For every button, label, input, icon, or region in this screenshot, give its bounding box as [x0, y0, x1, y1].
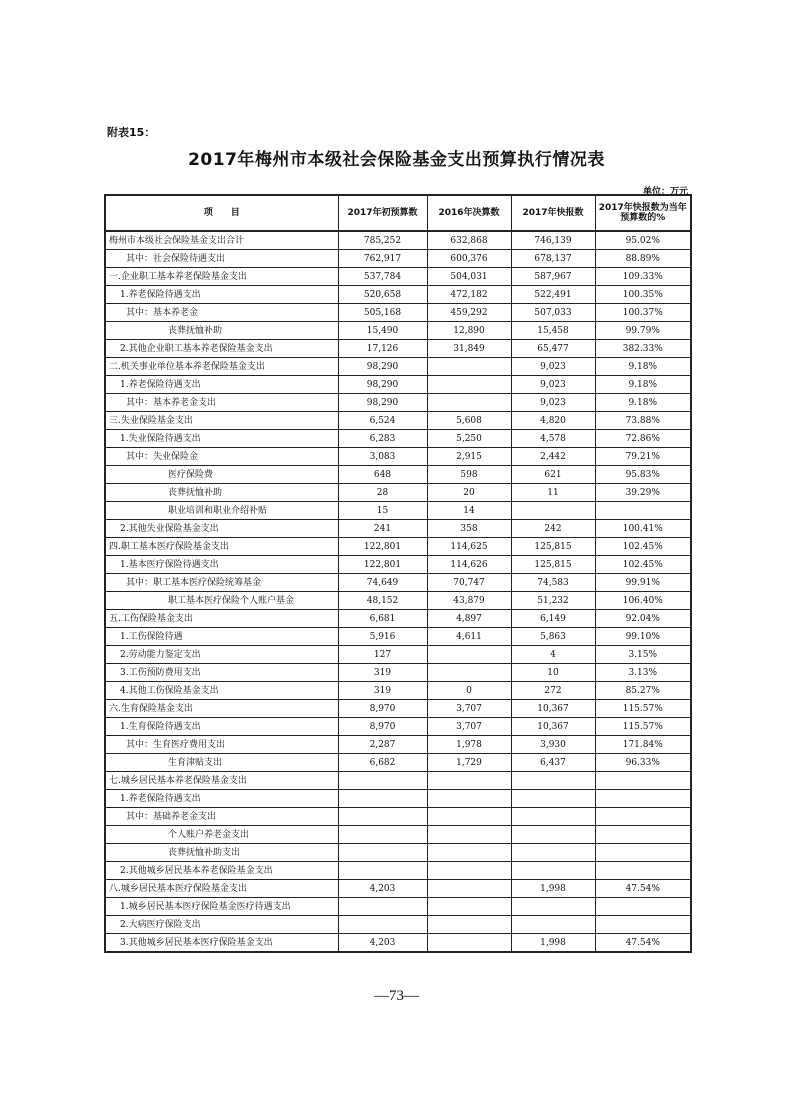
- cell-2017-budget: 98,290: [338, 394, 427, 412]
- table-header: [105, 195, 691, 231]
- cell-2016-final: [427, 664, 511, 682]
- cell-2016-final: 114,626: [427, 556, 511, 574]
- cell-ratio: 79.21%: [595, 448, 691, 466]
- row-label: 医疗保险费: [105, 466, 338, 484]
- cell-ratio: 47.54%: [595, 934, 691, 953]
- cell-2016-final: 20: [427, 484, 511, 502]
- cell-2017-flash: 242: [511, 520, 595, 538]
- row-label: 1.城乡居民基本医疗保险基金医疗待遇支出: [105, 898, 338, 916]
- table-row: [105, 682, 691, 700]
- cell-2017-budget: 6,524: [338, 412, 427, 430]
- cell-2017-flash: 507,033: [511, 304, 595, 322]
- cell-2016-final: 459,292: [427, 304, 511, 322]
- table-row: [105, 862, 691, 880]
- cell-2017-budget: 4,203: [338, 934, 427, 953]
- table-row: [105, 934, 691, 953]
- cell-2016-final: [427, 898, 511, 916]
- row-label: 职业培训和职业介绍补贴: [105, 502, 338, 520]
- row-label: 其中：生育医疗费用支出: [105, 736, 338, 754]
- cell-ratio: 47.54%: [595, 880, 691, 898]
- page-title: 2017年梅州市本级社会保险基金支出预算执行情况表: [188, 150, 605, 170]
- cell-ratio: 102.45%: [595, 556, 691, 574]
- cell-2017-budget: [338, 844, 427, 862]
- table-row: [105, 736, 691, 754]
- cell-2016-final: 1,729: [427, 754, 511, 772]
- cell-2017-flash: 6,437: [511, 754, 595, 772]
- table-row: [105, 466, 691, 484]
- cell-2017-budget: 15,490: [338, 322, 427, 340]
- cell-ratio: 99.10%: [595, 628, 691, 646]
- cell-2017-flash: 74,583: [511, 574, 595, 592]
- table-row: [105, 574, 691, 592]
- row-label: 2.大病医疗保险支出: [105, 916, 338, 934]
- header-2016-final: 2016年决算数: [427, 195, 511, 231]
- cell-2016-final: [427, 790, 511, 808]
- table-row: [105, 268, 691, 286]
- cell-2016-final: [427, 880, 511, 898]
- header-2017-budget: 2017年初预算数: [338, 195, 427, 231]
- cell-2017-flash: 125,815: [511, 538, 595, 556]
- cell-2016-final: 5,250: [427, 430, 511, 448]
- cell-ratio: 96.33%: [595, 754, 691, 772]
- cell-2017-budget: [338, 790, 427, 808]
- cell-2016-final: 70,747: [427, 574, 511, 592]
- row-label: 六.生育保险基金支出: [105, 700, 338, 718]
- cell-ratio: 88.89%: [595, 250, 691, 268]
- cell-2016-final: 0: [427, 682, 511, 700]
- cell-2016-final: 2,915: [427, 448, 511, 466]
- table-row: [105, 538, 691, 556]
- cell-ratio: 99.79%: [595, 322, 691, 340]
- table-row: [105, 520, 691, 538]
- cell-2017-flash: 9,023: [511, 394, 595, 412]
- row-label: 2.其他城乡居民基本养老保险基金支出: [105, 862, 338, 880]
- header-item: 项 目: [105, 195, 338, 231]
- cell-2017-flash: 51,232: [511, 592, 595, 610]
- cell-2016-final: 3,707: [427, 718, 511, 736]
- cell-2017-flash: 746,139: [511, 231, 595, 250]
- cell-ratio: 99.91%: [595, 574, 691, 592]
- cell-2017-budget: 15: [338, 502, 427, 520]
- cell-2017-flash: 125,815: [511, 556, 595, 574]
- cell-2017-budget: 537,784: [338, 268, 427, 286]
- cell-2017-flash: 10: [511, 664, 595, 682]
- cell-ratio: 171.84%: [595, 736, 691, 754]
- cell-ratio: [595, 844, 691, 862]
- cell-2017-budget: [338, 898, 427, 916]
- row-label: 4.其他工伤保险基金支出: [105, 682, 338, 700]
- cell-2017-budget: 127: [338, 646, 427, 664]
- table-row: [105, 430, 691, 448]
- cell-2017-flash: 1,998: [511, 880, 595, 898]
- cell-2016-final: 504,031: [427, 268, 511, 286]
- table-row: [105, 340, 691, 358]
- cell-ratio: 115.57%: [595, 700, 691, 718]
- cell-2017-flash: 272: [511, 682, 595, 700]
- cell-2017-budget: 98,290: [338, 358, 427, 376]
- table-row: [105, 592, 691, 610]
- cell-2017-flash: 2,442: [511, 448, 595, 466]
- row-label: 其中：基本养老金支出: [105, 394, 338, 412]
- table-row: [105, 610, 691, 628]
- cell-2017-budget: 48,152: [338, 592, 427, 610]
- cell-2017-flash: [511, 916, 595, 934]
- cell-2017-flash: [511, 808, 595, 826]
- table-row: [105, 916, 691, 934]
- row-label: 2.劳动能力鉴定支出: [105, 646, 338, 664]
- row-label: 1.养老保险待遇支出: [105, 790, 338, 808]
- table-row: [105, 412, 691, 430]
- row-label: 3.其他城乡居民基本医疗保险基金支出: [105, 934, 338, 953]
- table-row: [105, 322, 691, 340]
- cell-2017-flash: [511, 502, 595, 520]
- cell-2017-budget: 785,252: [338, 231, 427, 250]
- row-label: 五.工伤保险基金支出: [105, 610, 338, 628]
- row-label: 1.养老保险待遇支出: [105, 376, 338, 394]
- row-label: 2.其他失业保险基金支出: [105, 520, 338, 538]
- table-row: [105, 394, 691, 412]
- table-row: [105, 646, 691, 664]
- table-row: [105, 718, 691, 736]
- row-label: 丧葬抚恤补助支出: [105, 844, 338, 862]
- cell-2017-budget: 28: [338, 484, 427, 502]
- cell-2016-final: 4,897: [427, 610, 511, 628]
- table-row: [105, 844, 691, 862]
- cell-2016-final: 358: [427, 520, 511, 538]
- cell-2017-budget: [338, 808, 427, 826]
- cell-2016-final: 43,879: [427, 592, 511, 610]
- cell-2017-budget: 319: [338, 664, 427, 682]
- row-label: 一.企业职工基本养老保险基金支出: [105, 268, 338, 286]
- cell-2016-final: [427, 772, 511, 790]
- cell-2017-flash: 4,820: [511, 412, 595, 430]
- cell-2016-final: [427, 394, 511, 412]
- cell-ratio: 106.40%: [595, 592, 691, 610]
- cell-2016-final: 3,707: [427, 700, 511, 718]
- cell-ratio: 9.18%: [595, 376, 691, 394]
- row-label: 其中：职工基本医疗保险统筹基金: [105, 574, 338, 592]
- cell-2017-budget: 5,916: [338, 628, 427, 646]
- row-label: 丧葬抚恤补助: [105, 322, 338, 340]
- row-label: 二.机关事业单位基本养老保险基金支出: [105, 358, 338, 376]
- cell-2017-budget: 8,970: [338, 700, 427, 718]
- appendix-label: 附表15：: [107, 126, 156, 139]
- cell-2017-budget: [338, 916, 427, 934]
- cell-2017-budget: 762,917: [338, 250, 427, 268]
- row-label: 七.城乡居民基本养老保险基金支出: [105, 772, 338, 790]
- cell-2017-flash: 4,578: [511, 430, 595, 448]
- row-label: 1.生育保险待遇支出: [105, 718, 338, 736]
- cell-2017-budget: 122,801: [338, 538, 427, 556]
- table-row: [105, 898, 691, 916]
- cell-ratio: 39.29%: [595, 484, 691, 502]
- page-number: —73—: [374, 988, 419, 1004]
- cell-2017-budget: [338, 862, 427, 880]
- cell-2017-budget: 6,283: [338, 430, 427, 448]
- cell-2017-flash: 587,967: [511, 268, 595, 286]
- cell-ratio: 3.15%: [595, 646, 691, 664]
- table-row: [105, 231, 691, 250]
- cell-2017-flash: 6,149: [511, 610, 595, 628]
- table-row: [105, 664, 691, 682]
- row-label: 其中：基本养老金: [105, 304, 338, 322]
- row-label: 丧葬抚恤补助: [105, 484, 338, 502]
- cell-ratio: [595, 898, 691, 916]
- row-label: 2.其他企业职工基本养老保险基金支出: [105, 340, 338, 358]
- cell-2017-budget: 648: [338, 466, 427, 484]
- cell-2016-final: [427, 808, 511, 826]
- cell-ratio: [595, 916, 691, 934]
- cell-2017-flash: 10,367: [511, 718, 595, 736]
- row-label: 1.基本医疗保险待遇支出: [105, 556, 338, 574]
- cell-2016-final: 12,890: [427, 322, 511, 340]
- table-body: [105, 231, 691, 952]
- row-label: 1.养老保险待遇支出: [105, 286, 338, 304]
- cell-2016-final: [427, 844, 511, 862]
- table-row: [105, 502, 691, 520]
- cell-2016-final: 4,611: [427, 628, 511, 646]
- cell-2016-final: 14: [427, 502, 511, 520]
- cell-ratio: 382.33%: [595, 340, 691, 358]
- cell-2017-budget: 520,658: [338, 286, 427, 304]
- cell-2016-final: 632,868: [427, 231, 511, 250]
- row-label: 八.城乡居民基本医疗保险基金支出: [105, 880, 338, 898]
- cell-2016-final: 472,182: [427, 286, 511, 304]
- cell-ratio: 100.37%: [595, 304, 691, 322]
- cell-2016-final: [427, 646, 511, 664]
- expenditure-table: [104, 194, 692, 953]
- cell-ratio: 92.04%: [595, 610, 691, 628]
- cell-2016-final: 1,978: [427, 736, 511, 754]
- cell-2017-budget: 2,287: [338, 736, 427, 754]
- table-row: [105, 754, 691, 772]
- table-row: [105, 880, 691, 898]
- cell-2017-flash: 522,491: [511, 286, 595, 304]
- cell-2016-final: [427, 916, 511, 934]
- row-label: 生育津贴支出: [105, 754, 338, 772]
- cell-ratio: [595, 808, 691, 826]
- cell-2017-flash: 678,137: [511, 250, 595, 268]
- cell-2017-budget: [338, 772, 427, 790]
- cell-2017-flash: [511, 898, 595, 916]
- cell-ratio: [595, 826, 691, 844]
- cell-ratio: 73.88%: [595, 412, 691, 430]
- cell-ratio: 95.83%: [595, 466, 691, 484]
- row-label: 其中：社会保险待遇支出: [105, 250, 338, 268]
- row-label: 个人账户养老金支出: [105, 826, 338, 844]
- cell-2017-budget: 319: [338, 682, 427, 700]
- cell-2016-final: [427, 934, 511, 953]
- table-row: [105, 448, 691, 466]
- cell-2017-budget: 6,681: [338, 610, 427, 628]
- row-label: 3.工伤预防费用支出: [105, 664, 338, 682]
- cell-2017-flash: 9,023: [511, 376, 595, 394]
- cell-ratio: 100.35%: [595, 286, 691, 304]
- table-row: [105, 628, 691, 646]
- cell-2016-final: 5,608: [427, 412, 511, 430]
- cell-2017-flash: 5,863: [511, 628, 595, 646]
- cell-2017-flash: [511, 862, 595, 880]
- header-2017-flash: 2017年快报数: [511, 195, 595, 231]
- cell-2016-final: [427, 826, 511, 844]
- cell-ratio: 115.57%: [595, 718, 691, 736]
- row-label: 四.职工基本医疗保险基金支出: [105, 538, 338, 556]
- cell-ratio: 3.13%: [595, 664, 691, 682]
- cell-ratio: [595, 862, 691, 880]
- cell-2017-budget: 98,290: [338, 376, 427, 394]
- cell-2017-budget: 3,083: [338, 448, 427, 466]
- row-label: 其中：失业保险金: [105, 448, 338, 466]
- cell-2017-budget: 17,126: [338, 340, 427, 358]
- cell-2017-flash: 4: [511, 646, 595, 664]
- cell-2017-budget: [338, 826, 427, 844]
- cell-2017-flash: 621: [511, 466, 595, 484]
- table-row: [105, 376, 691, 394]
- row-label: 1.工伤保险待遇: [105, 628, 338, 646]
- cell-ratio: 102.45%: [595, 538, 691, 556]
- row-label: 职工基本医疗保险个人账户基金: [105, 592, 338, 610]
- table-row: [105, 286, 691, 304]
- cell-2017-flash: 3,930: [511, 736, 595, 754]
- cell-2017-flash: [511, 826, 595, 844]
- cell-2017-budget: 6,682: [338, 754, 427, 772]
- table-row: [105, 808, 691, 826]
- header-ratio: 2017年快报数为当年预算数的%: [595, 195, 691, 231]
- cell-2017-budget: 122,801: [338, 556, 427, 574]
- cell-2017-flash: 10,367: [511, 700, 595, 718]
- cell-2017-budget: 74,649: [338, 574, 427, 592]
- cell-2016-final: 598: [427, 466, 511, 484]
- table-row: [105, 358, 691, 376]
- table-row: [105, 484, 691, 502]
- cell-ratio: [595, 772, 691, 790]
- cell-ratio: 85.27%: [595, 682, 691, 700]
- table-row: [105, 790, 691, 808]
- cell-2016-final: [427, 376, 511, 394]
- cell-2017-flash: 11: [511, 484, 595, 502]
- table-row: [105, 556, 691, 574]
- table-row: [105, 826, 691, 844]
- row-label: 其中：基础养老金支出: [105, 808, 338, 826]
- cell-2016-final: 31,849: [427, 340, 511, 358]
- cell-ratio: 109.33%: [595, 268, 691, 286]
- cell-2017-budget: 8,970: [338, 718, 427, 736]
- cell-ratio: 72.86%: [595, 430, 691, 448]
- table-row: [105, 700, 691, 718]
- cell-2017-flash: 65,477: [511, 340, 595, 358]
- cell-2017-flash: [511, 844, 595, 862]
- cell-ratio: 100.41%: [595, 520, 691, 538]
- cell-ratio: [595, 502, 691, 520]
- row-label: 1.失业保险待遇支出: [105, 430, 338, 448]
- cell-2017-budget: 241: [338, 520, 427, 538]
- cell-2017-flash: 1,998: [511, 934, 595, 953]
- table-row: [105, 772, 691, 790]
- cell-2017-budget: 4,203: [338, 880, 427, 898]
- table-row: [105, 304, 691, 322]
- cell-2016-final: [427, 358, 511, 376]
- cell-ratio: 9.18%: [595, 394, 691, 412]
- cell-2016-final: 114,625: [427, 538, 511, 556]
- row-label: 三.失业保险基金支出: [105, 412, 338, 430]
- cell-2017-flash: 9,023: [511, 358, 595, 376]
- cell-2017-flash: [511, 772, 595, 790]
- cell-ratio: 9.18%: [595, 358, 691, 376]
- cell-2017-flash: 15,458: [511, 322, 595, 340]
- table-row: [105, 250, 691, 268]
- cell-2016-final: 600,376: [427, 250, 511, 268]
- cell-2016-final: [427, 862, 511, 880]
- cell-2017-budget: 505,168: [338, 304, 427, 322]
- unit-label: 单位：万元: [642, 187, 688, 197]
- row-label: 梅州市本级社会保险基金支出合计: [105, 231, 338, 250]
- cell-2017-flash: [511, 790, 595, 808]
- cell-ratio: 95.02%: [595, 231, 691, 250]
- cell-ratio: [595, 790, 691, 808]
